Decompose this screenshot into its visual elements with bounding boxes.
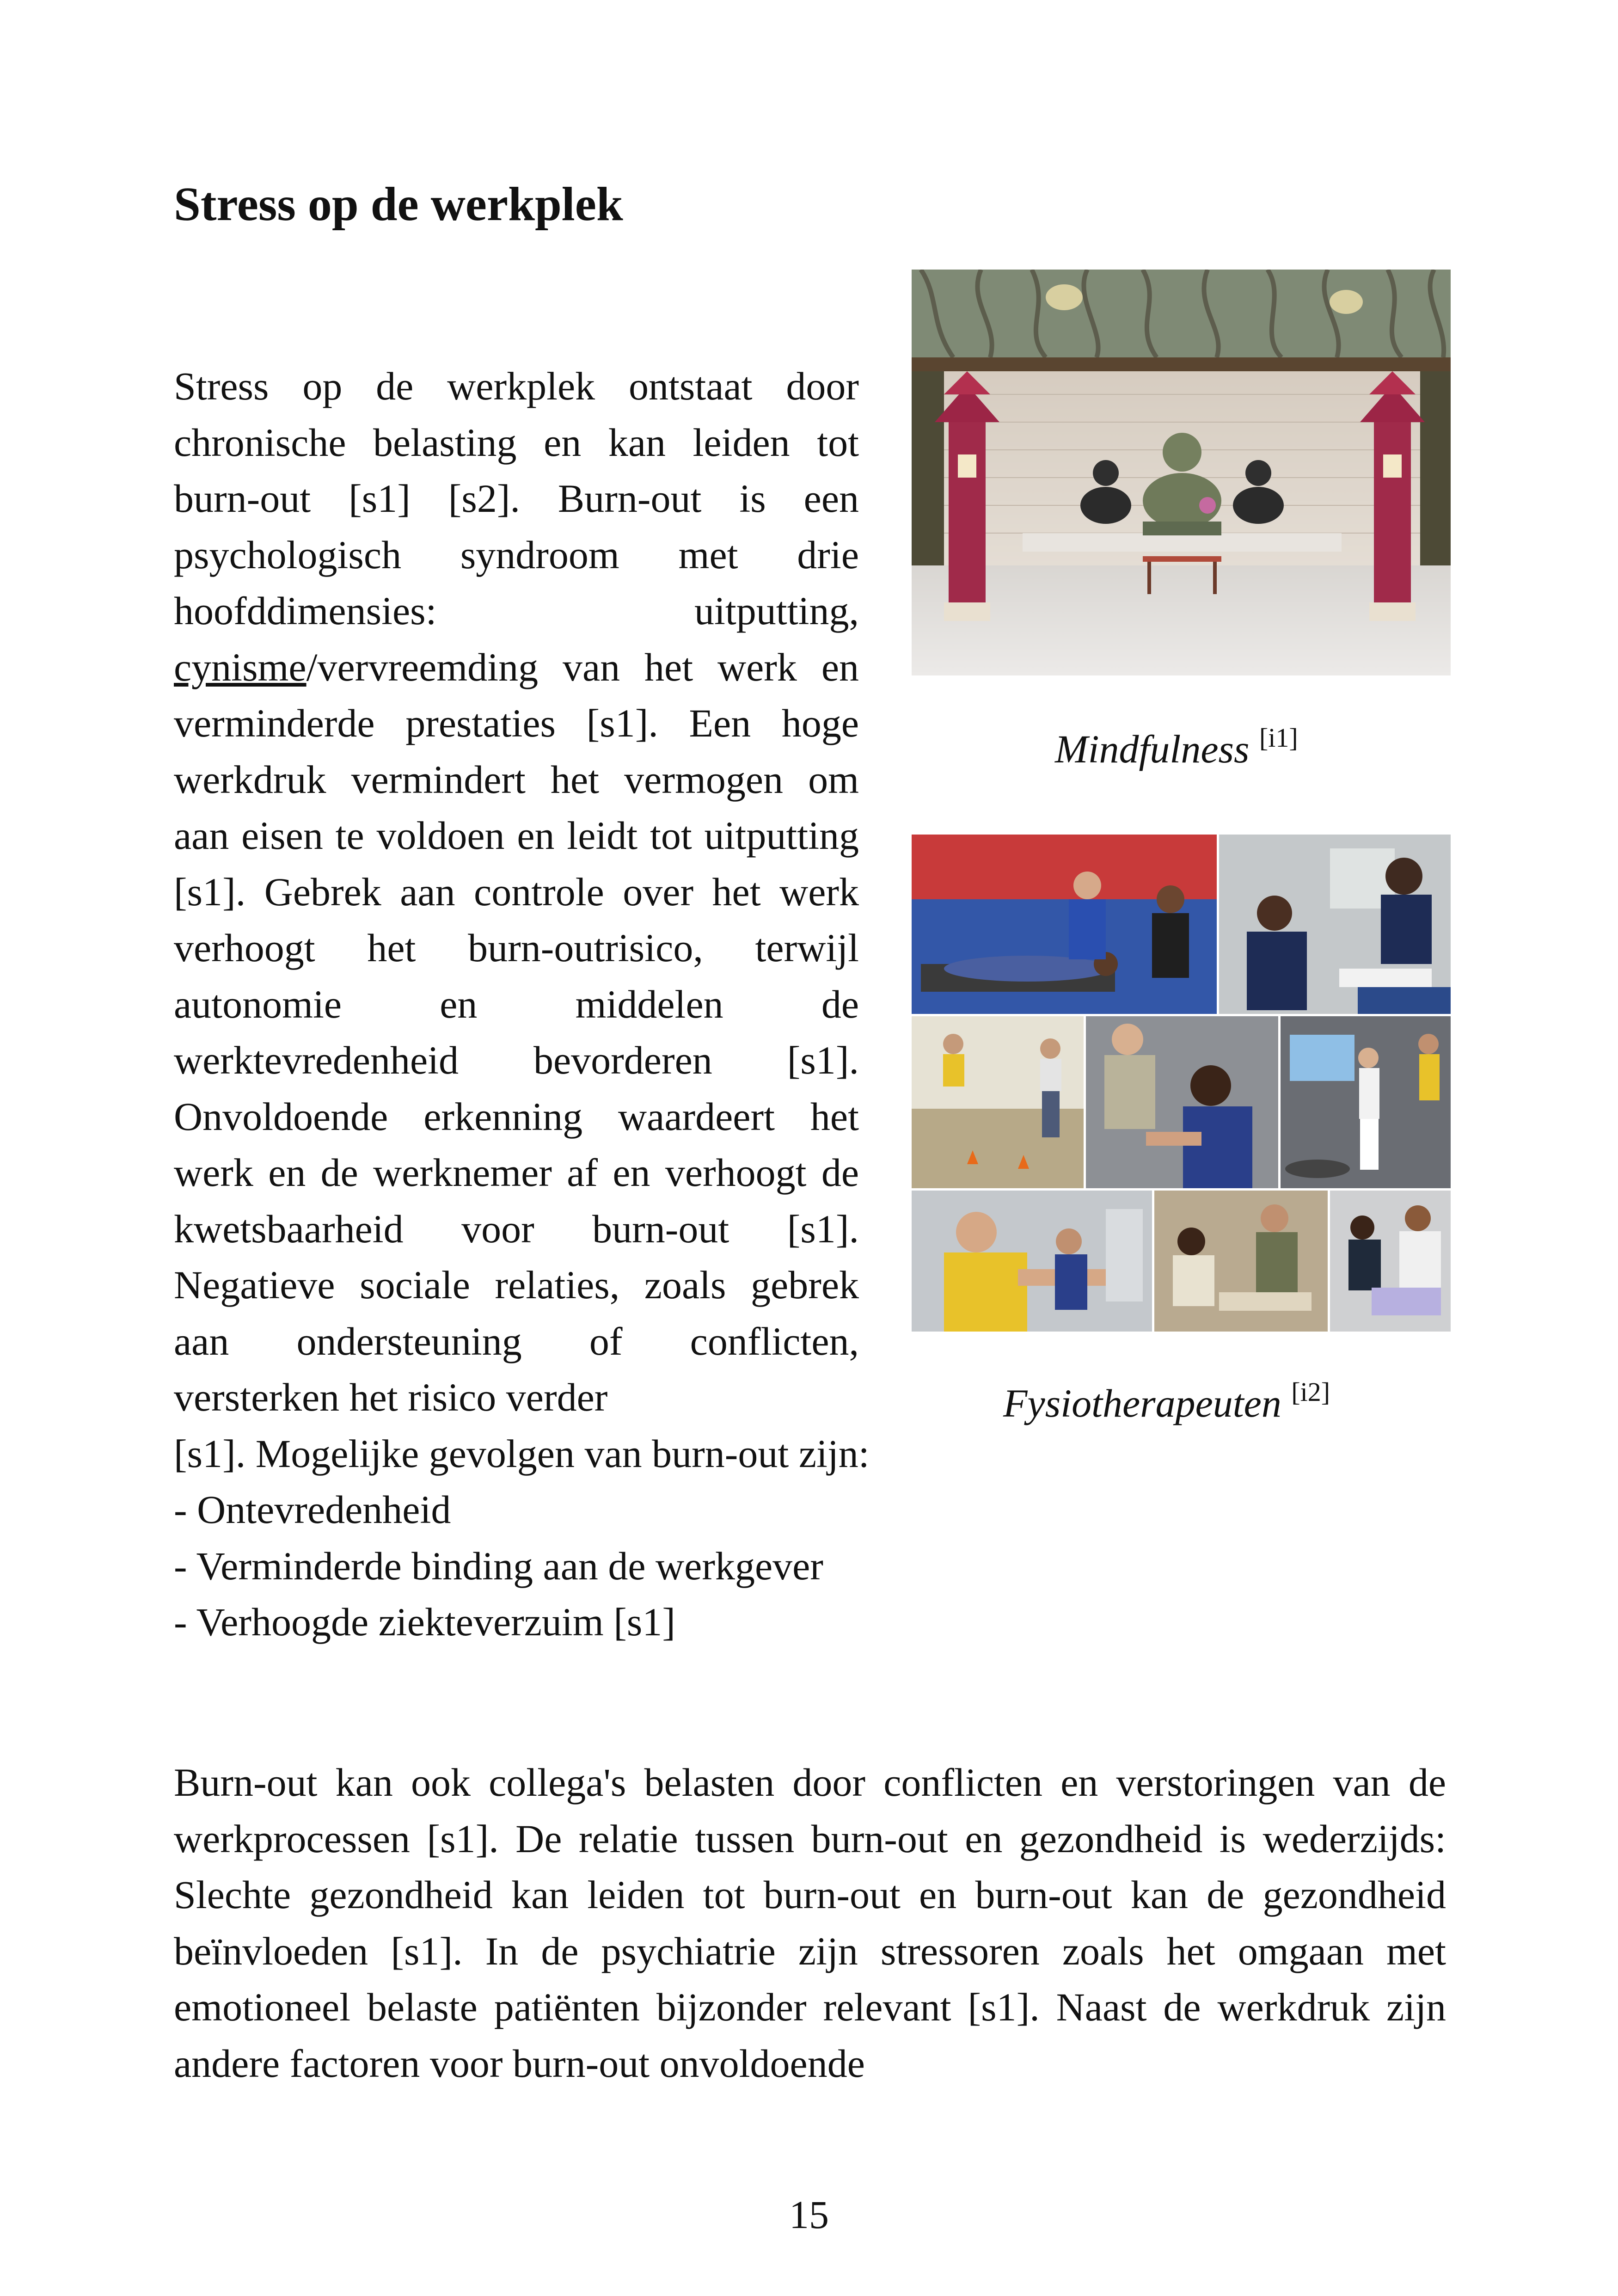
- figure-caption-mindfulness: Mindfulness [i1]: [1055, 723, 1298, 771]
- collage-tile: [1281, 1016, 1451, 1188]
- collage-tile: [912, 1191, 1152, 1332]
- figure-ref: [i1]: [1259, 723, 1298, 753]
- collage-tile: [1086, 1016, 1278, 1188]
- shrine-illustration: [912, 270, 1451, 675]
- collage-tile: [1154, 1191, 1328, 1332]
- intro-paragraph: Stress op de werkplek ontstaat door chronische belasting en kan leiden tot burn-out [s1] [s2]. Burn-out is een psychologisch syndroom met drie hoofddimensies: uitputting, cynisme/vervreemding van het werk en verminderde prestaties [s1]. Een hoge werkdruk vermindert het vermogen om aan eisen te voldoen en leidt tot uitputting [s1]. Gebrek aan controle over het werk verhoogt het burn-outrisico, terwijl autonomie en middelen de werktevredenheid bevorderen [s1]. Onvoldoende erkenning waardeert het werk en de werknemer af en verhoogt de kwetsbaarheid voor burn-out [s1]. Negatieve sociale relaties, zoals gebrek aan ondersteuning of conflicten, versterken het risico verder: [174, 364, 859, 1419]
- collage-tile: [1219, 835, 1451, 1014]
- bullet-item: - Ontevredenheid: [174, 1487, 451, 1532]
- page-number: 15: [789, 2192, 829, 2237]
- body-paragraph: Burn-out kan ook collega's belasten door conflicten en verstoringen van de werkprocessen [s1]. De relatie tussen burn-out en gezondheid is wederzijds: Slechte gezondheid kan leiden tot burn-out en burn-out kan de gezondheid beïnvloeden [s1]. In de psychiatrie zijn stressoren zoals het omgaan met emotioneel belaste patiënten bijzonder relevant [s1]. Naast de werkdruk zijn andere factoren voor burn-out onvoldoende: [174, 1760, 1446, 2086]
- collage-tile: [1330, 1191, 1451, 1332]
- bullet-item: - Verminderde binding aan de werkgever: [174, 1543, 823, 1588]
- page-title: Stress op de werkplek: [174, 178, 623, 231]
- figure-caption-fysiotherapeuten: Fysiotherapeuten [i2]: [1003, 1377, 1330, 1425]
- collage-tile: [912, 835, 1217, 1014]
- physiotherapy-collage: [912, 835, 1451, 1332]
- figure-ref: [i2]: [1291, 1377, 1330, 1407]
- consequences-intro: [s1]. Mogelijke gevolgen van burn-out zijn:: [174, 1431, 870, 1476]
- mindfulness-photo: [912, 270, 1451, 675]
- cynisme-link[interactable]: cynisme: [174, 645, 306, 689]
- collage-tile: [912, 1016, 1084, 1188]
- column-text: [174, 358, 870, 1651]
- bullet-item: - Verhoogde ziekteverzuim [s1]: [174, 1600, 675, 1644]
